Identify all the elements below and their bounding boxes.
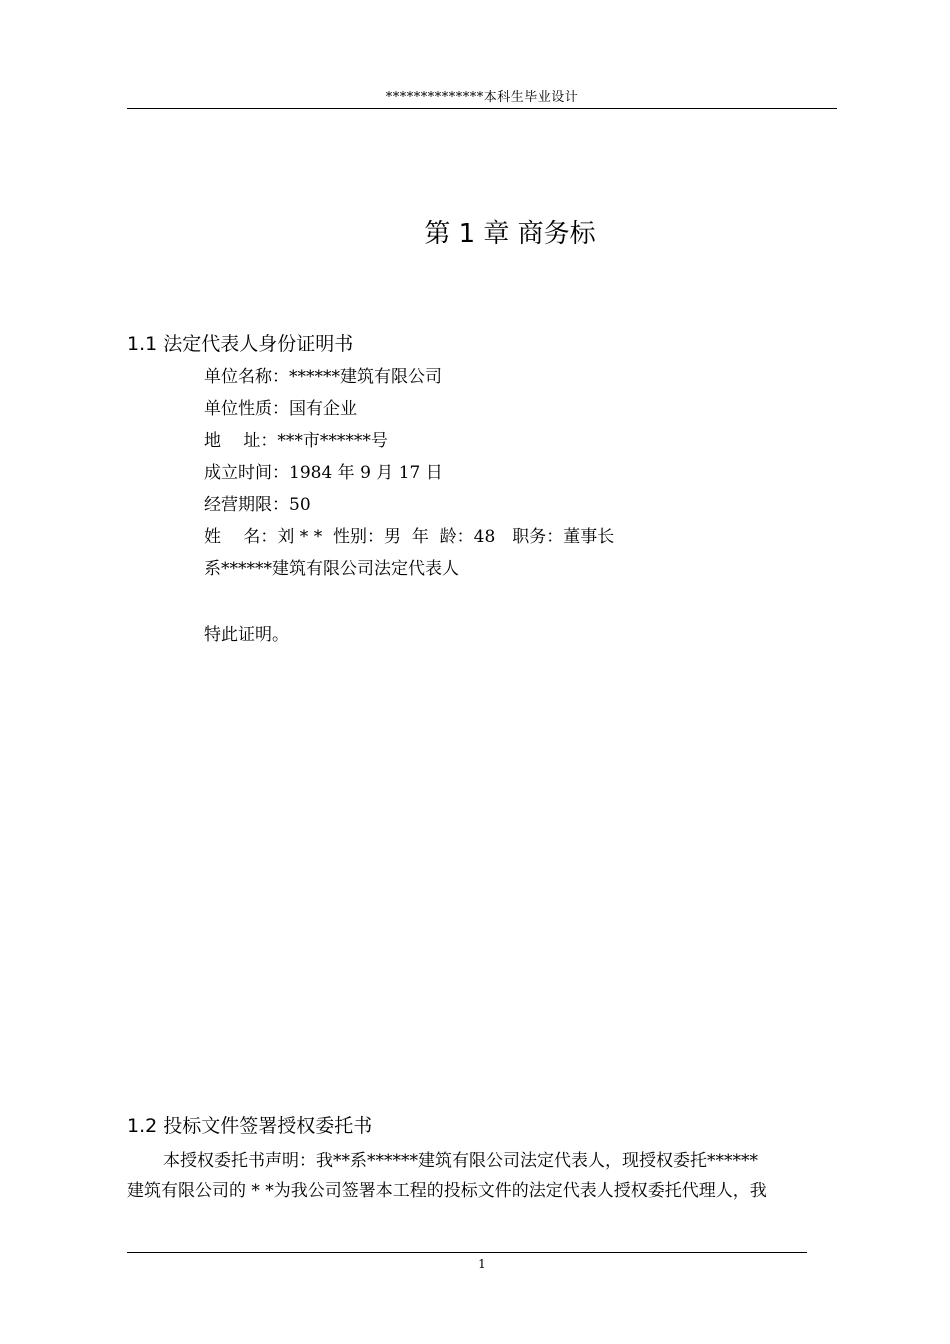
certificate-closing: 特此证明。 <box>204 625 289 645</box>
footer-rule <box>127 1252 807 1253</box>
certificate-body <box>204 363 614 587</box>
certificate-line-unit-name: 单位名称：******建筑有限公司 <box>204 367 442 387</box>
certificate-line-person: 姓 名：刘 * * 性别：男 年 龄：48 职务：董事长 <box>204 527 615 547</box>
running-header: **************本科生毕业设计 <box>385 90 579 105</box>
section-heading-1-2: 1.2 投标文件签署授权委托书 <box>127 1115 373 1137</box>
header-rule <box>127 108 837 109</box>
authorization-paragraph <box>127 1146 837 1206</box>
section-heading-1-1: 1.1 法定代表人身份证明书 <box>127 333 354 355</box>
certificate-line-unit-type: 单位性质：国有企业 <box>204 399 357 419</box>
certificate-line-address: 地 址：***市******号 <box>204 431 388 451</box>
chapter-title: 第 1 章 商务标 <box>424 219 596 249</box>
certificate-line-founded: 成立时间：1984 年 9 月 17 日 <box>204 463 443 483</box>
page-number: 1 <box>478 1257 486 1271</box>
paragraph-line: 建筑有限公司的 * *为我公司签署本工程的投标文件的法定代表人授权委托代理人，我 <box>127 1181 767 1201</box>
certificate-line-role: 系******建筑有限公司法定代表人 <box>204 559 459 579</box>
certificate-line-term: 经营期限：50 <box>204 495 311 515</box>
paragraph-line: 本授权委托书声明：我**系******建筑有限公司法定代表人，现授权委托****** <box>163 1151 758 1171</box>
